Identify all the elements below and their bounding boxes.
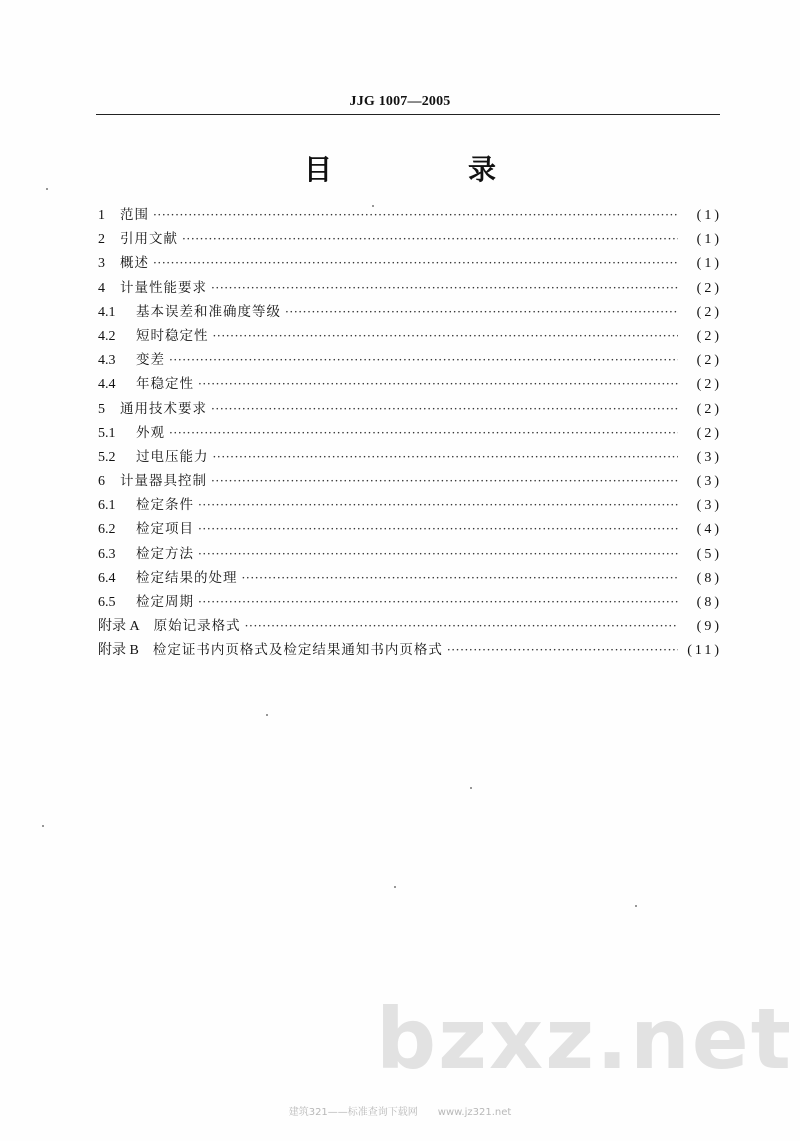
toc-entry-number: 6.2 <box>98 522 116 538</box>
toc-entry-label: 范围 <box>120 207 149 223</box>
toc-entry-label: 变差 <box>136 352 165 369</box>
toc-entry <box>98 566 722 590</box>
toc-entry-page: (2) <box>696 304 722 320</box>
toc-entry <box>98 638 722 662</box>
toc-entry-number: 4.2 <box>98 328 116 344</box>
toc-entry <box>98 227 722 251</box>
toc-entry-number: 6.5 <box>98 595 116 610</box>
toc-entry-page: (1) <box>696 232 722 248</box>
toc-entry <box>98 251 722 275</box>
toc-entry <box>98 372 722 396</box>
watermark-logo: bzxz.net <box>376 990 793 1088</box>
toc-entry-page: (3) <box>696 474 722 490</box>
toc-entry-number: 3 <box>98 256 105 272</box>
toc-leader-dots <box>242 566 679 590</box>
toc-leader-dots <box>285 300 678 324</box>
toc-entry-number: 5 <box>98 401 105 417</box>
toc-entry-page: (2) <box>696 401 722 417</box>
toc-entry-number: 6.3 <box>98 546 116 562</box>
toc-entry-page: (1) <box>696 256 722 272</box>
toc-entry-label: 原始记录格式 <box>153 618 241 635</box>
toc-entry-page: (4) <box>696 522 722 538</box>
standard-code-header: JJG 1007—2005 <box>349 94 451 109</box>
toc-entry-page: (9) <box>696 619 722 635</box>
toc-entry-label: 短时稳定性 <box>136 327 209 344</box>
header-rule <box>96 114 720 115</box>
toc-entry-label: 检定结果的处理 <box>136 569 238 586</box>
toc-entry <box>98 493 722 517</box>
toc-leader-dots <box>169 348 678 372</box>
toc-entry-label: 通用技术要求 <box>120 400 207 417</box>
toc-leader-dots <box>153 203 678 227</box>
toc-entry-page: (2) <box>696 377 722 393</box>
toc-entry-number: 4.3 <box>98 353 116 369</box>
toc-entry-label: 概述 <box>120 255 149 272</box>
toc-leader-dots <box>245 614 678 638</box>
toc-leader-dots <box>211 397 678 421</box>
toc-entry-label: 年稳定性 <box>136 376 194 393</box>
scan-speck <box>266 714 268 716</box>
toc-entry-number: 4 <box>98 280 105 296</box>
toc-entry-label: 检定方法 <box>136 545 194 562</box>
toc-entry-label: 计量性能要求 <box>120 279 207 296</box>
toc-entry-page: (2) <box>696 353 722 369</box>
toc-entry <box>98 421 722 445</box>
toc-entry <box>98 469 722 493</box>
toc-entry-page: (8) <box>696 570 722 586</box>
toc-entry-page: (2) <box>696 328 722 344</box>
toc-leader-dots <box>198 542 678 566</box>
toc-entry <box>98 324 722 348</box>
toc-entry-label: 外观 <box>136 424 165 441</box>
toc-entry-label: 计量器具控制 <box>120 473 207 490</box>
toc-leader-dots <box>447 638 678 662</box>
toc-entry-page: (2) <box>696 280 722 296</box>
toc-entry-page: (3) <box>696 449 722 465</box>
scan-speck <box>635 905 637 907</box>
toc-leader-dots <box>198 590 678 614</box>
toc-entry <box>98 348 722 372</box>
toc-entry-number: 6.1 <box>98 498 116 514</box>
toc-entry <box>98 590 722 614</box>
toc-entry-label: 检定周期 <box>136 594 194 610</box>
toc-leader-dots <box>198 517 678 541</box>
toc-entry-label: 检定证书内页格式及检定结果通知书内页格式 <box>152 642 443 659</box>
toc-entry <box>98 276 722 300</box>
toc-entry-page: (11) <box>687 643 722 659</box>
toc-entry <box>98 542 722 566</box>
toc-leader-dots <box>182 227 678 251</box>
toc-leader-dots <box>169 421 678 445</box>
toc-leader-dots <box>213 445 679 469</box>
toc-entry-page: (5) <box>696 546 722 562</box>
toc-entry <box>98 614 722 638</box>
toc-entry-label: 过电压能力 <box>136 448 209 465</box>
table-of-contents <box>98 203 722 663</box>
toc-entry-number: 附录 A <box>98 619 140 635</box>
toc-entry-number: 附录 B <box>98 643 139 659</box>
toc-entry <box>98 517 722 541</box>
scan-speck <box>46 188 48 190</box>
toc-leader-dots <box>198 493 678 517</box>
toc-leader-dots <box>211 469 678 493</box>
toc-leader-dots <box>198 372 678 396</box>
toc-entry-label: 引用文献 <box>120 231 178 248</box>
scan-speck <box>372 205 374 207</box>
toc-entry <box>98 203 722 227</box>
toc-entry-number: 4.1 <box>98 304 116 320</box>
toc-entry-number: 4.4 <box>98 377 116 393</box>
toc-entry-label: 检定项目 <box>136 521 194 538</box>
toc-leader-dots <box>213 324 679 348</box>
toc-entry-page: (1) <box>696 208 722 223</box>
toc-entry-page: (2) <box>696 425 722 441</box>
toc-entry-number: 1 <box>98 208 105 223</box>
toc-entry <box>98 300 722 324</box>
toc-entry-number: 6 <box>98 474 105 490</box>
scan-speck <box>394 886 396 888</box>
toc-title: 目 录 <box>303 153 550 186</box>
footer-note: 建筑321——标准查询下载网 www.jz321.net <box>288 1107 512 1118</box>
toc-entry-page: (8) <box>696 595 722 610</box>
toc-leader-dots <box>153 251 678 275</box>
toc-entry-number: 5.2 <box>98 449 116 465</box>
toc-entry-label: 基本误差和准确度等级 <box>136 303 281 320</box>
toc-entry-page: (3) <box>696 498 722 514</box>
scan-speck <box>42 825 44 827</box>
toc-entry-number: 2 <box>98 232 105 248</box>
toc-entry-label: 检定条件 <box>136 497 194 514</box>
scan-speck <box>470 787 472 789</box>
toc-entry-number: 6.4 <box>98 570 116 586</box>
toc-leader-dots <box>211 276 678 300</box>
toc-entry <box>98 445 722 469</box>
toc-entry-number: 5.1 <box>98 425 116 441</box>
toc-entry <box>98 397 722 421</box>
